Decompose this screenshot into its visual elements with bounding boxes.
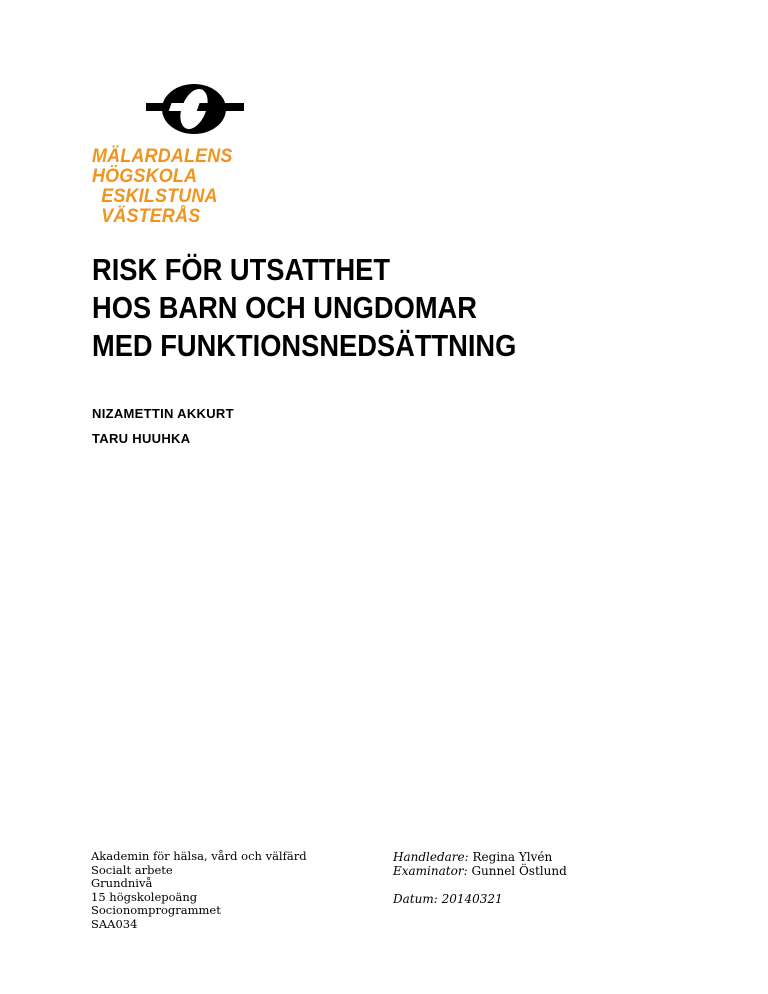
author-name: NIZAMETTIN AKKURT	[92, 406, 234, 421]
university-name	[92, 146, 294, 226]
supervisor-label: Handledare:	[393, 850, 469, 864]
author-list	[92, 401, 234, 451]
subject-text: Socialt arbete	[91, 862, 173, 877]
university-name-line1: MÄLARDALENS HÖGSKOLA	[92, 145, 233, 187]
title-line3: MED FUNKTIONSNEDSÄTTNING	[92, 328, 517, 363]
academy-text: Akademin för hälsa, vård och välfärd	[91, 849, 307, 863]
title-line2: HOS BARN OCH UNGDOMAR	[92, 290, 477, 325]
level-text: Grundnivå	[91, 876, 153, 890]
author-name: TARU HUUHKA	[92, 431, 191, 446]
university-logo	[92, 80, 312, 227]
course-code-text: SAA034	[91, 916, 138, 931]
date-label: Datum:	[393, 892, 438, 906]
date-row	[393, 892, 567, 906]
supervisor-name: Regina Ylvén	[472, 850, 553, 864]
credits-text: 15 högskolepoäng	[91, 889, 198, 904]
date-value: 20140321	[441, 892, 503, 906]
examiner-label: Examinator:	[393, 864, 468, 878]
title-line1: RISK FÖR UTSATTHET	[92, 252, 391, 287]
thesis-title	[92, 251, 655, 365]
supervisor-row	[393, 850, 567, 864]
university-emblem-icon	[146, 80, 246, 138]
examiner-name: Gunnel Östlund	[471, 864, 567, 878]
programme-text: Socionomprogrammet	[91, 903, 221, 917]
university-name-line2: ESKILSTUNA VÄSTERÅS	[101, 185, 218, 227]
course-info	[91, 850, 307, 931]
examiner-row	[393, 864, 567, 878]
supervision-info	[393, 850, 567, 906]
